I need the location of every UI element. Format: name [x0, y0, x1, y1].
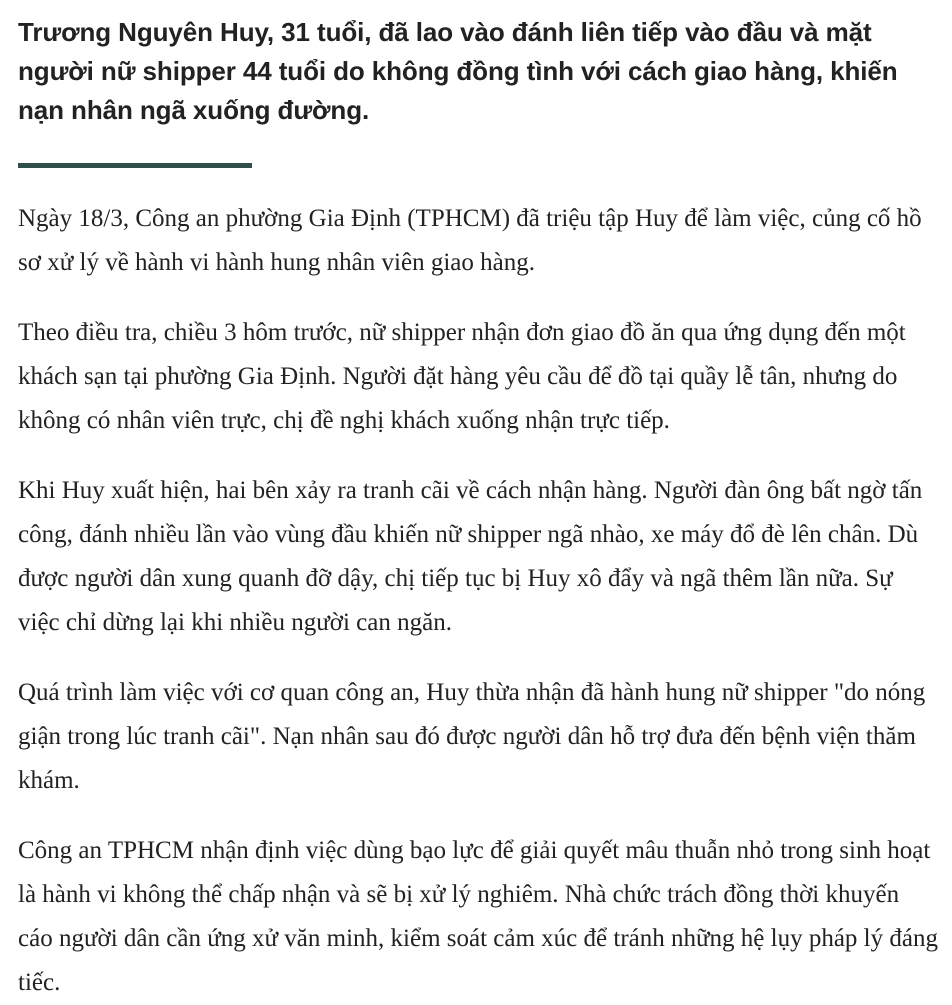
article-paragraph: Công an TPHCM nhận định việc dùng bạo lực để giải quyết mâu thuẫn nhỏ trong sinh hoạt là hành vi không thể chấp nhận và sẽ bị xử lý nghiêm. Nhà chức trách đồng thời khuyến cáo người dân cần ứng xử văn minh, kiểm soát cảm xúc để tránh những hệ lụy pháp lý đáng tiếc. [18, 837, 938, 996]
article-sapo: Trương Nguyên Huy, 31 tuổi, đã lao vào đánh liên tiếp vào đầu và mặt người nữ shipper 44 tuổi do không đồng tình với cách giao hàng, khiến nạn nhân ngã xuống đường. [18, 17, 898, 125]
sapo-divider [18, 163, 252, 168]
article-paragraph: Ngày 18/3, Công an phường Gia Định (TPHCM) đã triệu tập Huy để làm việc, củng cố hồ sơ xử lý về hành vi hành hung nhân viên giao hàng. [18, 205, 922, 276]
article-paragraph: Khi Huy xuất hiện, hai bên xảy ra tranh cãi về cách nhận hàng. Người đàn ông bất ngờ tấn công, đánh nhiều lần vào vùng đầu khiến nữ shipper ngã nhào, xe máy đổ đè lên chân. Dù được người dân xung quanh đỡ dậy, chị tiếp tục bị Huy xô đẩy và ngã thêm lần nữa. Sự việc chỉ dừng lại khi nhiều người can ngăn. [18, 477, 923, 636]
article-body [18, 197, 940, 1005]
article-paragraph: Theo điều tra, chiều 3 hôm trước, nữ shipper nhận đơn giao đồ ăn qua ứng dụng đến một khách sạn tại phường Gia Định. Người đặt hàng yêu cầu để đồ tại quầy lễ tân, nhưng do không có nhân viên trực, chị đề nghị khách xuống nhận trực tiếp. [18, 319, 906, 434]
article [18, 0, 940, 1005]
article-paragraph: Quá trình làm việc với cơ quan công an, Huy thừa nhận đã hành hung nữ shipper "do nóng giận trong lúc tranh cãi". Nạn nhân sau đó được người dân hỗ trợ đưa đến bệnh viện thăm khám. [18, 679, 926, 794]
